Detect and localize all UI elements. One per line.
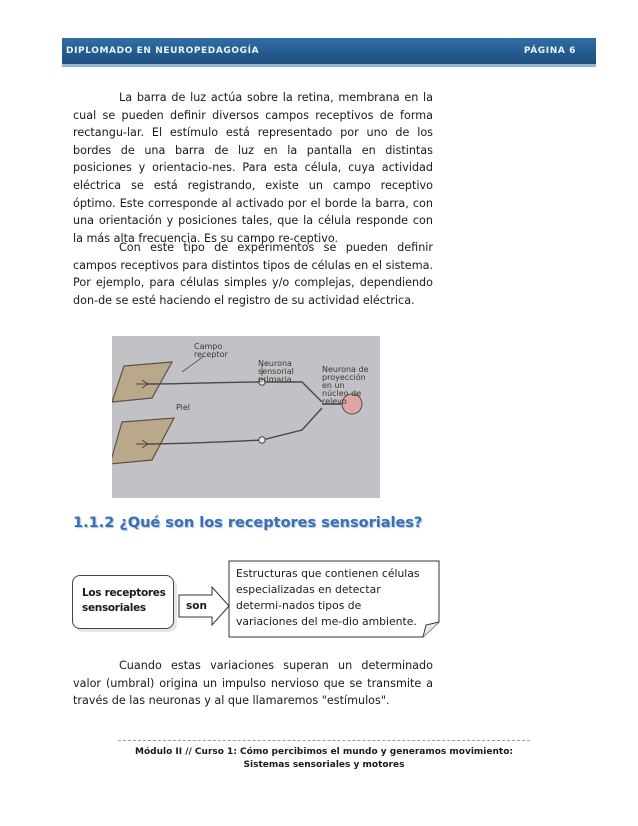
label-proyeccion-4: núcleo de <box>322 389 362 398</box>
label-proyeccion-2: proyección <box>322 373 366 382</box>
label-proyeccion-3: en un <box>322 381 345 390</box>
paragraph-2: Con este tipo de experimentos se pueden definir campos receptivos para distintos tipos de células en el sistema. Por ejemplo, para células simples y/o complejas, dependiendo don-de se esté haciendo el registro de su actividad eléctrica. <box>73 241 433 307</box>
label-proyeccion-5: relevo <box>322 397 347 406</box>
receptors-box <box>72 575 174 629</box>
arrow-label: son <box>186 600 207 612</box>
footer-line-1: Módulo II // Curso 1: Cómo percibimos el mundo y generamos movimiento: <box>135 747 513 757</box>
receptors-box-line-1: Los receptores <box>82 587 166 599</box>
header-course-title: DIPLOMADO EN NEUROPEDAGOGÍA <box>66 46 260 56</box>
receptors-box-text <box>82 586 166 616</box>
footer-line-2: Sistemas sensoriales y motores <box>243 760 405 770</box>
label-campo-receptor-1: Campo <box>194 342 223 351</box>
page-footer <box>118 746 530 772</box>
paragraph-1: La barra de luz actúa sobre la retina, membrana en la cual se pueden definir diversos campos receptivos de forma rectangu-lar. El estímulo está representado por uno de los bordes de una barra de luz en la pantalla en distintas posiciones y orientacio-nes. Para esta célula, cuya actividad eléctrica se está registrando, existe un campo receptivo óptimo. Este corresponde al activado por el borde la barra, con una orientación y posiciones tales, que la célula responde con la más alta frecuencia. Es su campo re-ceptivo. <box>73 91 433 245</box>
label-neurona-1: Neurona <box>258 359 292 368</box>
receptive-field-figure <box>112 336 380 498</box>
callout-text: Estructuras que contienen células especializadas en detectar determi-nados tipos de variaciones del me-dio ambiente. <box>236 567 420 628</box>
header-page-number: PÁGINA 6 <box>523 46 576 56</box>
paragraph-3: Cuando estas variaciones superan un determinado valor (umbral) origina un impulso nervioso que se transmite a través de las neuronas y al que llamaremos "estímulos". <box>73 659 433 708</box>
label-neurona-2: sensorial <box>258 367 294 376</box>
receptive-field-illustration <box>112 336 380 498</box>
footer-divider <box>118 740 530 741</box>
label-campo-receptor-2: receptor <box>194 350 228 359</box>
page-header <box>62 38 596 67</box>
section-title: 1.1.2 ¿Qué son los receptores sensoriales? <box>73 515 423 531</box>
receptors-box-line-2: sensoriales <box>82 602 146 614</box>
label-proyeccion-1: Neurona de <box>322 365 369 374</box>
label-piel: Piel <box>176 403 191 412</box>
label-neurona-3: primaria <box>258 375 292 384</box>
